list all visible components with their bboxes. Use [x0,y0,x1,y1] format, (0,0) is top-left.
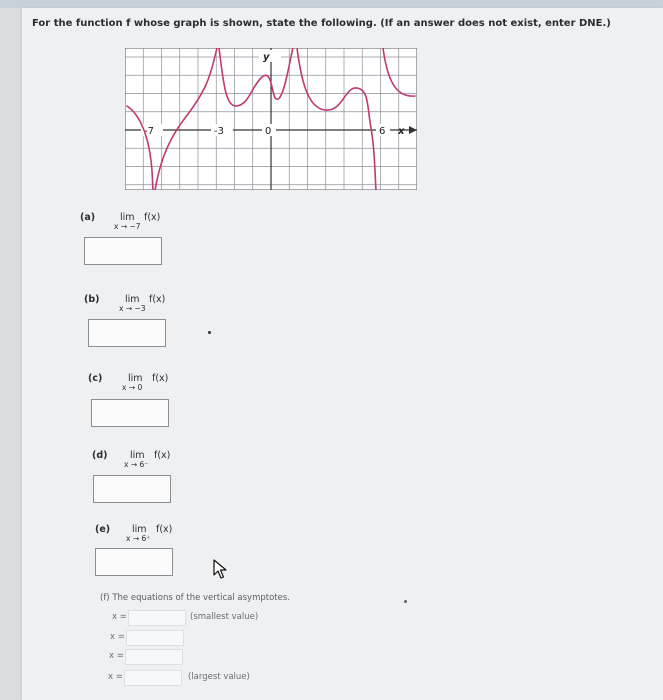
tick-label-zero: 0 [265,126,272,137]
browser-top-strip [0,0,663,8]
mouse-cursor-icon [213,559,229,579]
asymptote-input-4[interactable] [124,670,182,686]
lim-word: lim [125,294,140,305]
part-b-tag: (b) [84,294,100,305]
part-a-tag: (a) [80,212,96,223]
asymptote-input-1[interactable] [128,610,186,626]
asymptote-prefix-3: x = [109,651,124,661]
lim-function: f(x) [156,524,173,535]
asymptote-input-2[interactable] [126,630,184,646]
stray-dot-2 [404,600,407,603]
answer-input-a[interactable] [84,237,162,265]
asymptote-prefix-2: x = [110,632,125,642]
lim-word: lim [132,524,147,535]
lim-approach: x → 6⁺ [126,534,151,543]
lim-function: f(x) [144,212,161,223]
question-panel [22,8,663,700]
function-graph [125,48,417,190]
tick-label-neg3: -3 [214,126,224,137]
lim-approach: x → −7 [114,222,141,231]
y-axis-label: y [263,52,270,63]
asymptote-prefix-4: x = [108,672,123,682]
part-d-tag: (d) [92,450,108,461]
tick-label-neg7: -7 [144,126,154,137]
part-e-tag: (e) [95,524,111,535]
largest-value-note: (largest value) [188,672,250,682]
lim-word: lim [120,212,135,223]
lim-function: f(x) [149,294,166,305]
asymptote-prefix-1: x = [112,612,127,622]
answer-input-e[interactable] [95,548,173,576]
answer-input-c[interactable] [91,399,169,427]
tick-label-6: 6 [379,126,386,137]
part-c-tag: (c) [88,373,103,384]
stray-dot [208,331,211,334]
lim-approach: x → 6⁻ [124,460,149,469]
lim-function: f(x) [152,373,169,384]
asymptote-title: (f) The equations of the vertical asymptotes. [100,593,290,603]
question-prompt: For the function f whose graph is shown, state the following. (If an answer does not exist, enter DNE.) [32,18,611,29]
x-axis-label: x [398,126,405,137]
lim-approach: x → 0 [122,383,143,392]
answer-input-d[interactable] [93,475,171,503]
lim-function: f(x) [154,450,171,461]
lim-approach: x → −3 [119,304,146,313]
lim-word: lim [130,450,145,461]
answer-input-b[interactable] [88,319,166,347]
lim-word: lim [128,373,143,384]
asymptote-input-3[interactable] [125,649,183,665]
smallest-value-note: (smallest value) [190,612,259,622]
